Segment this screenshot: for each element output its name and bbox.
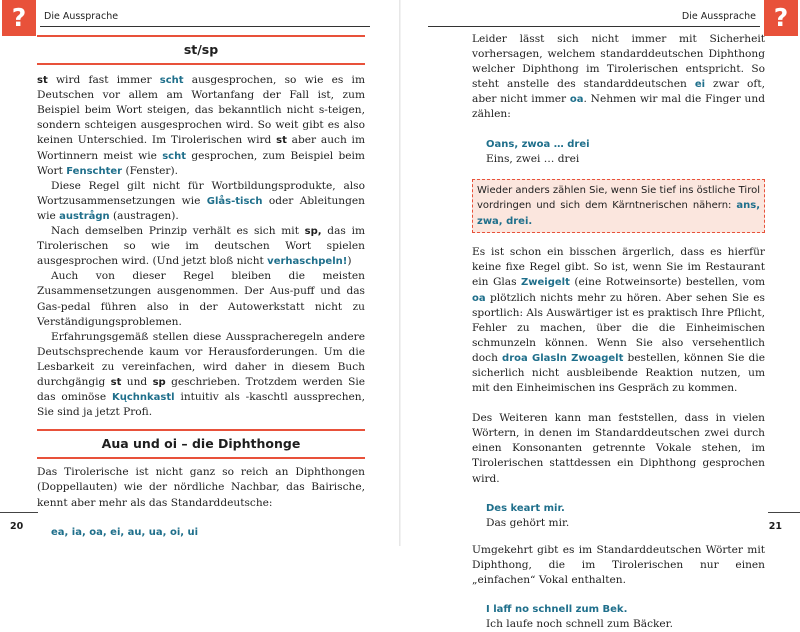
right-page [400, 0, 800, 631]
example-standard: Eins, zwei … drei [486, 152, 580, 165]
example-dialect: Oans, zwoa … drei [486, 138, 590, 150]
paragraph: Auch von dieser Regel bleiben die meisten Zusammensetzungen ausgenommen. Der Aus-puff und das Gas-pedal führen also in der Autowerkstatt nicht zu Verständigungsproblemen. [37, 270, 365, 328]
section-rule-top [37, 35, 365, 37]
paragraph: Erfahrungsgemäß stellen diese Ausspracheregeln andere Deutschsprechende kaum vor Herausforderungen. Um die Lesbarkeit zu vereinfachen, wird daher in diesem Buch durchgängig st und sp geschrieben. Trotzdem werden Sie das ominöse Kųchnkastl intuitiv als -kaschtl aussprechen, Sie sind ja jetzt Profi. [37, 330, 366, 419]
example-dialect: I laff no schnell zum Bek. [486, 604, 628, 616]
section-title: st/sp [183, 42, 219, 57]
running-head: Die Aussprache [681, 11, 756, 22]
paragraph: st wird fast immer scht ausgesprochen, so wie es im Deutschen vor allem am Wortanfang der Fall ist, zum Beispiel beim Wort steigen, das bekanntlich nicht s-teigen, sondern schteigen ausgesprochen wird. So weit gibt es also keinen Unterschied. Im Tirolerischen wird st aber auch im Wortinnern meist wie scht gesprochen, zum Beispiel beim Wort Fenschter (Fenster). [37, 74, 365, 177]
header-rule [428, 26, 760, 27]
paragraph: Diese Regel gilt nicht für Wortbildungsprodukte, also Wortzusammensetzungen wie Glås-tisch oder Ableitungen wie austrågn (austragen). [37, 179, 366, 222]
section-rule-bottom [37, 63, 365, 65]
example-standard: Ich laufe noch schnell zum Bäcker. [486, 618, 673, 631]
paragraph: Des Weiteren kann man feststellen, dass in vielen Wörtern, in denen im Standarddeutschen zwei durch einen Konsonanten getrennte Vokale stehen, im Tirolerischen stattdessen ein Diphthong gesprochen wird. [472, 412, 765, 485]
right-text-column [472, 32, 765, 632]
footer-rule [768, 512, 800, 513]
example-standard: Das gehört mir. [486, 516, 570, 529]
section-rule-top [37, 429, 365, 431]
section-rule-bottom [37, 457, 365, 459]
left-page [0, 0, 400, 546]
header-rule [40, 26, 370, 27]
example-dialect: Des keart mir. [486, 502, 565, 514]
paragraph: Nach demselben Prinzip verhält es sich mit sp, das im Tirolerischen so wie im deutschen Wort spielen ausgesprochen wird. (Und jetzt bloß nicht verhaschpeln!) [37, 225, 365, 268]
paragraph: Leider lässt sich nicht immer mit Sicherheit vorhersagen, welchem standarddeutschen Diphthong welcher Diphthong im Tirolerischen entspricht. So steht anstelle des standarddeutschen ei zwar oft, aber nicht immer oa. Nehmen wir mal die Finger und zählen: [472, 33, 765, 121]
footer-rule [0, 512, 38, 513]
question-mark-icon: ? [2, 0, 36, 36]
section-title: Aua und oi – die Diphthonge [101, 436, 301, 452]
paragraph: Umgekehrt gibt es im Standarddeutschen Wörter mit Diphthong, die im Tirolerischen nur einen „einfachen“ Vokal enthalten. [472, 543, 765, 587]
info-box: Wieder anders zählen Sie, wenn Sie tief ins östliche Tirol vordringen und sich dem Kärntnerischen nähern: ans, zwa, drei. [472, 179, 765, 234]
page-number: 21 [768, 521, 782, 532]
paragraph: Es ist schon ein bisschen ärgerlich, dass es hierfür keine fixe Regel gibt. So ist, wenn Sie im Restaurant ein Glas Zweigelt (eine Rotweinsorte) bestellen, vom oa plötzlich nichts mehr zu hören. Aber sehen Sie es sportlich: Als Auswärtiger ist es praktisch Ihre Pflicht, Fehler zu machen, über die die Einheimischen schmunzeln können. Wenn Sie also versehentlich doch droa Glasln Zwoagelt bestellen, können Sie die sicherlich nicht ausbleibende Reaktion nutzen, um mit den Einheimischen ins Gespräch zu kommen. [472, 246, 766, 395]
running-head: Die Aussprache [44, 11, 119, 22]
paragraph: Das Tirolerische ist nicht ganz so reich an Diphthongen (Doppellauten) wie der nördliche Nachbar, das Bairische, kennt aber mehr als das Standarddeutsche: [37, 466, 365, 509]
diphthong-list: ea, ia, oa, ei, au, ua, oi, ui [51, 526, 199, 538]
question-mark-icon: ? [764, 0, 798, 36]
page-number: 20 [10, 521, 24, 532]
left-text-column [37, 33, 365, 540]
